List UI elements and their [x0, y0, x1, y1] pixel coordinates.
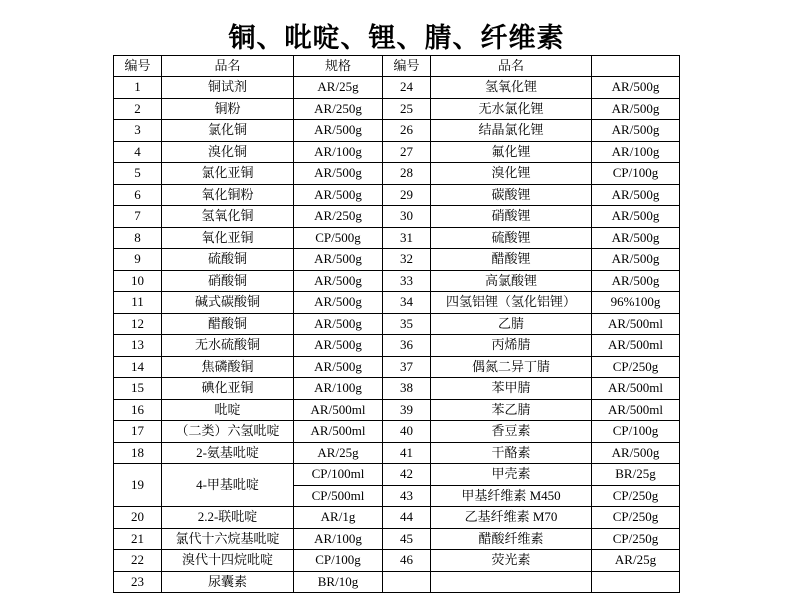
right-no: 33: [383, 270, 431, 292]
right-spec: CP/250g: [592, 356, 680, 378]
left-spec: AR/500g: [294, 184, 383, 206]
table-row: [114, 227, 680, 249]
table-row: [114, 571, 680, 593]
left-no: 7: [114, 206, 162, 228]
left-no: 19: [114, 464, 162, 507]
table-row: [114, 98, 680, 120]
right-name: 偶氮二异丁腈: [431, 356, 592, 378]
left-spec: AR/100g: [294, 141, 383, 163]
right-spec: AR/500g: [592, 227, 680, 249]
header-left-name: 品名: [162, 56, 294, 77]
left-spec: AR/25g: [294, 77, 383, 99]
left-name: 2.2-联吡啶: [162, 507, 294, 529]
left-no: 12: [114, 313, 162, 335]
right-spec: CP/250g: [592, 485, 680, 507]
left-spec: AR/500g: [294, 120, 383, 142]
right-name: 醋酸锂: [431, 249, 592, 271]
table-row: [114, 292, 680, 314]
right-name: 醋酸纤维素: [431, 528, 592, 550]
left-no: 9: [114, 249, 162, 271]
table-row: [114, 442, 680, 464]
left-no: 2: [114, 98, 162, 120]
right-spec: CP/250g: [592, 528, 680, 550]
left-name: 溴代十四烷吡啶: [162, 550, 294, 572]
right-name: 甲壳素: [431, 464, 592, 486]
right-no: 30: [383, 206, 431, 228]
table-row: [114, 421, 680, 443]
right-spec: CP/100g: [592, 163, 680, 185]
right-name: 乙腈: [431, 313, 592, 335]
left-no: 13: [114, 335, 162, 357]
left-no: 10: [114, 270, 162, 292]
right-spec: AR/100g: [592, 141, 680, 163]
left-no: 4: [114, 141, 162, 163]
right-spec: AR/500g: [592, 120, 680, 142]
right-name: 四氢铝锂（氢化铝锂）: [431, 292, 592, 314]
right-no: 24: [383, 77, 431, 99]
left-name: 氢氧化铜: [162, 206, 294, 228]
right-name: 无水氯化锂: [431, 98, 592, 120]
left-no: 16: [114, 399, 162, 421]
right-no: 34: [383, 292, 431, 314]
table-row: [114, 335, 680, 357]
right-name: 氟化锂: [431, 141, 592, 163]
right-no: 44: [383, 507, 431, 529]
right-name: 溴化锂: [431, 163, 592, 185]
right-no: 39: [383, 399, 431, 421]
left-name: 氯化亚铜: [162, 163, 294, 185]
left-spec: AR/1g: [294, 507, 383, 529]
table-row: [114, 163, 680, 185]
table-row: [114, 77, 680, 99]
right-spec: AR/500g: [592, 442, 680, 464]
right-no: 28: [383, 163, 431, 185]
left-spec: CP/100g: [294, 550, 383, 572]
right-spec: AR/500g: [592, 98, 680, 120]
left-name: 溴化铜: [162, 141, 294, 163]
left-name: 2-氨基吡啶: [162, 442, 294, 464]
right-spec: CP/100g: [592, 421, 680, 443]
left-name: 碘化亚铜: [162, 378, 294, 400]
left-no: 11: [114, 292, 162, 314]
right-spec: 96%100g: [592, 292, 680, 314]
left-no: 23: [114, 571, 162, 593]
table-row: [114, 378, 680, 400]
right-name: 荧光素: [431, 550, 592, 572]
table-row: [114, 399, 680, 421]
right-spec: BR/25g: [592, 464, 680, 486]
table-row: [114, 550, 680, 572]
left-name: 氧化亚铜: [162, 227, 294, 249]
right-spec: AR/500ml: [592, 313, 680, 335]
right-no: 46: [383, 550, 431, 572]
right-spec: AR/500g: [592, 206, 680, 228]
left-spec: AR/250g: [294, 206, 383, 228]
right-spec: AR/500g: [592, 184, 680, 206]
table-row: [114, 356, 680, 378]
left-name: 铜粉: [162, 98, 294, 120]
table-row: [114, 141, 680, 163]
left-spec: CP/500g: [294, 227, 383, 249]
left-name: 氧化铜粉: [162, 184, 294, 206]
left-no: 20: [114, 507, 162, 529]
header-right-name: 品名: [431, 56, 592, 77]
right-no: 37: [383, 356, 431, 378]
left-spec: AR/500ml: [294, 421, 383, 443]
left-no: 5: [114, 163, 162, 185]
table-header-row: [114, 56, 680, 77]
left-name: 焦磷酸铜: [162, 356, 294, 378]
right-no: 41: [383, 442, 431, 464]
right-no: 29: [383, 184, 431, 206]
right-spec: AR/500ml: [592, 378, 680, 400]
table-row: [114, 464, 680, 486]
right-spec: AR/500ml: [592, 335, 680, 357]
left-spec: AR/500g: [294, 249, 383, 271]
left-spec: AR/25g: [294, 442, 383, 464]
right-name: 乙基纤维素 M70: [431, 507, 592, 529]
left-name: （二类）六氢吡啶: [162, 421, 294, 443]
left-no: 6: [114, 184, 162, 206]
header-right-spec: [592, 56, 680, 77]
product-table: [113, 55, 680, 593]
right-name: 香豆素: [431, 421, 592, 443]
left-no: 1: [114, 77, 162, 99]
right-name: 干酪素: [431, 442, 592, 464]
right-spec: [592, 571, 680, 593]
right-name: 丙烯腈: [431, 335, 592, 357]
left-spec: AR/500g: [294, 335, 383, 357]
right-spec: AR/25g: [592, 550, 680, 572]
right-no: 31: [383, 227, 431, 249]
left-spec: CP/100ml: [294, 464, 383, 486]
right-name: [431, 571, 592, 593]
table-row: [114, 249, 680, 271]
right-name: 硝酸锂: [431, 206, 592, 228]
right-spec: AR/500g: [592, 77, 680, 99]
right-no: 27: [383, 141, 431, 163]
left-name: 氯代十六烷基吡啶: [162, 528, 294, 550]
left-name: 吡啶: [162, 399, 294, 421]
right-no: 26: [383, 120, 431, 142]
right-no: 40: [383, 421, 431, 443]
left-no: 8: [114, 227, 162, 249]
right-no: 25: [383, 98, 431, 120]
right-no: 36: [383, 335, 431, 357]
header-right-no: 编号: [383, 56, 431, 77]
table-row: [114, 528, 680, 550]
left-spec: AR/500g: [294, 163, 383, 185]
left-spec: AR/500g: [294, 270, 383, 292]
right-spec: CP/250g: [592, 507, 680, 529]
left-name: 4-甲基吡啶: [162, 464, 294, 507]
right-no: 38: [383, 378, 431, 400]
table-row: [114, 120, 680, 142]
right-name: 高氯酸锂: [431, 270, 592, 292]
right-spec: AR/500g: [592, 270, 680, 292]
right-no: [383, 571, 431, 593]
left-spec: AR/250g: [294, 98, 383, 120]
right-name: 硫酸锂: [431, 227, 592, 249]
left-no: 17: [114, 421, 162, 443]
right-no: 32: [383, 249, 431, 271]
left-no: 18: [114, 442, 162, 464]
left-name: 无水硫酸铜: [162, 335, 294, 357]
right-no: 43: [383, 485, 431, 507]
right-name: 苯乙腈: [431, 399, 592, 421]
right-name: 碳酸锂: [431, 184, 592, 206]
right-no: 45: [383, 528, 431, 550]
table-row: [114, 270, 680, 292]
right-name: 氢氧化锂: [431, 77, 592, 99]
right-no: 42: [383, 464, 431, 486]
table-row: [114, 184, 680, 206]
left-no: 14: [114, 356, 162, 378]
left-name: 尿囊素: [162, 571, 294, 593]
left-no: 21: [114, 528, 162, 550]
table-row: [114, 507, 680, 529]
right-name: 结晶氯化锂: [431, 120, 592, 142]
table-row: [114, 313, 680, 335]
left-spec: BR/10g: [294, 571, 383, 593]
left-name: 碱式碳酸铜: [162, 292, 294, 314]
left-name: 硝酸铜: [162, 270, 294, 292]
left-spec: AR/500ml: [294, 399, 383, 421]
left-name: 硫酸铜: [162, 249, 294, 271]
right-spec: AR/500g: [592, 249, 680, 271]
right-spec: AR/500ml: [592, 399, 680, 421]
left-name: 铜试剂: [162, 77, 294, 99]
left-spec: AR/500g: [294, 356, 383, 378]
left-name: 醋酸铜: [162, 313, 294, 335]
left-spec: CP/500ml: [294, 485, 383, 507]
header-left-spec: 规格: [294, 56, 383, 77]
left-spec: AR/100g: [294, 378, 383, 400]
table-row: [114, 206, 680, 228]
right-no: 35: [383, 313, 431, 335]
header-left-no: 编号: [114, 56, 162, 77]
left-spec: AR/500g: [294, 313, 383, 335]
left-no: 22: [114, 550, 162, 572]
page-title: 铜、吡啶、锂、腈、纤维素: [228, 23, 565, 54]
left-spec: AR/100g: [294, 528, 383, 550]
left-no: 3: [114, 120, 162, 142]
left-no: 15: [114, 378, 162, 400]
right-name: 甲基纤维素 M450: [431, 485, 592, 507]
right-name: 苯甲腈: [431, 378, 592, 400]
left-spec: AR/500g: [294, 292, 383, 314]
left-name: 氯化铜: [162, 120, 294, 142]
